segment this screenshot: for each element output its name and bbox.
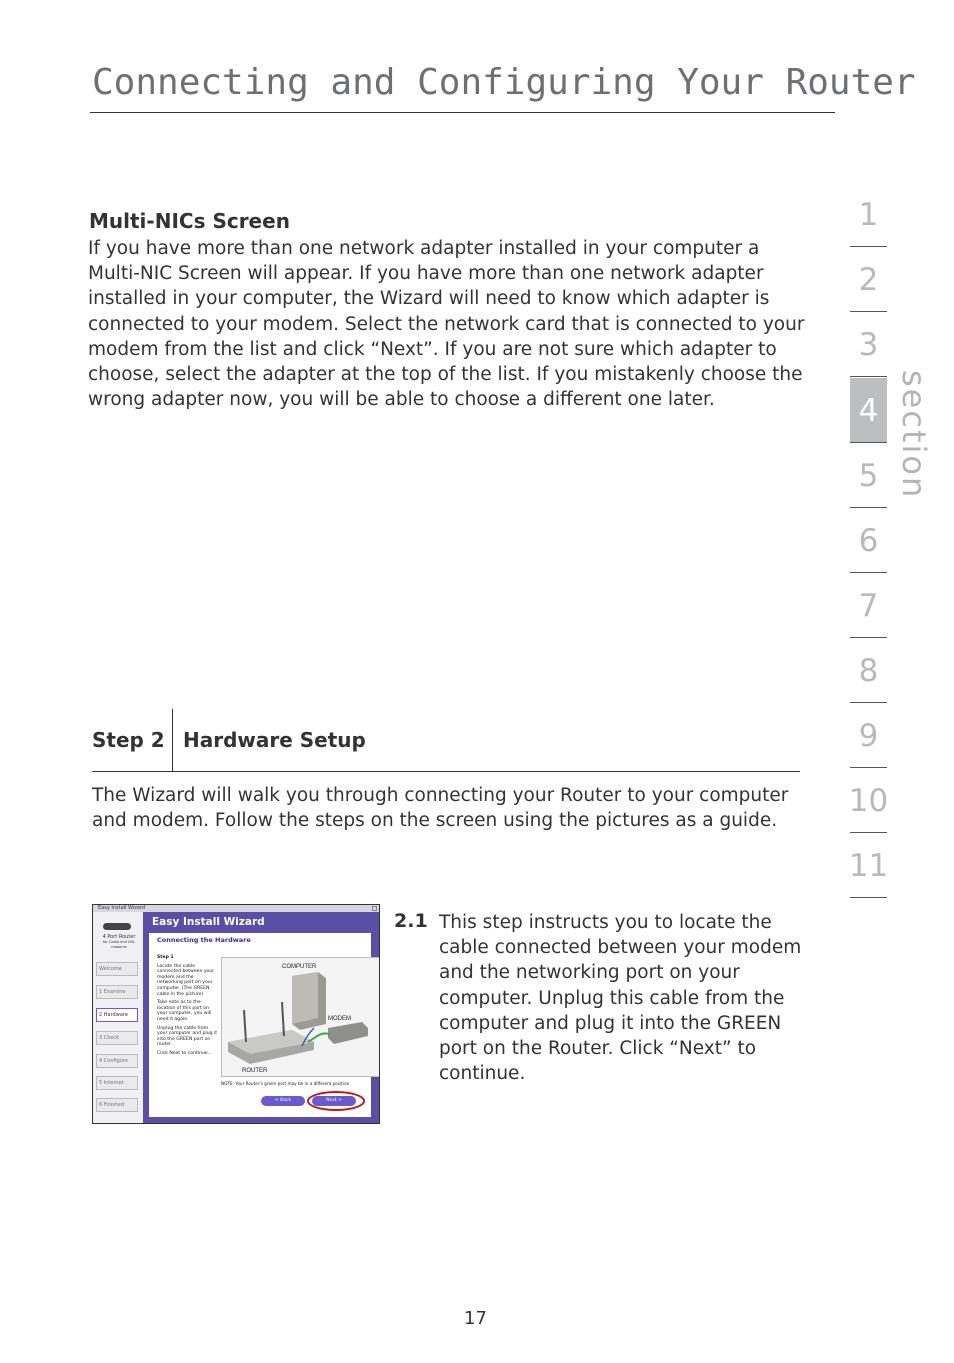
wizard-nav-check: 3 Check: [96, 1031, 138, 1045]
step-label: Step 2: [92, 728, 165, 752]
section-nav-item-2[interactable]: 2: [850, 247, 887, 312]
close-icon: [372, 906, 377, 911]
wizard-step-label: Step 1: [157, 955, 174, 960]
wizard-model-sub: for Cable and DSL modems: [102, 940, 136, 949]
step-divider: [172, 709, 173, 771]
title-rule: [90, 112, 835, 113]
section-nav-item-10[interactable]: 10: [850, 768, 887, 833]
next-button-highlight: [307, 1091, 365, 1111]
section-nav: [850, 182, 887, 898]
section-nav-item-7[interactable]: 7: [850, 573, 887, 638]
wizard-sidebar: [93, 912, 143, 1123]
wizard-header: Easy Install Wizard: [152, 916, 265, 928]
wizard-model-name: 4 Port Router: [102, 934, 136, 940]
wizard-window-title: Easy Install Wizard: [93, 905, 379, 912]
wizard-nav-finished: 6 Finished: [96, 1098, 138, 1112]
hardware-illustration: [222, 958, 380, 1076]
substep-number: 2.1: [394, 910, 428, 932]
step-rule: [92, 771, 800, 772]
wizard-nav-welcome: Welcome: [96, 962, 138, 976]
step-paragraph: The Wizard will walk you through connecting your Router to your computer and modem. Follow the steps on the screen using the pictures as a guide.: [92, 785, 789, 832]
section-nav-item-1[interactable]: 1: [850, 182, 887, 247]
wizard-main: [143, 912, 379, 1123]
next-button[interactable]: Next >: [312, 1096, 356, 1106]
back-button[interactable]: < Back: [261, 1096, 305, 1106]
wizard-instr-4: Click Next to continue...: [157, 1050, 212, 1056]
section-nav-item-8[interactable]: 8: [850, 638, 887, 703]
multi-nics-paragraph: If you have more than one network adapter installed in your computer a Multi-NIC Screen will appear. If you have more than one network adapter installed in your computer, the Wizard will need to know which adapter is connected to your modem. Select the network card that is connected to your modem from the list and click “Next”. If you are not sure which adapter to choose, select the adapter at the top of the list. If you mistakenly choose the wrong adapter now, you will be able to choose a different one later.: [88, 238, 805, 411]
wizard-instr-1: Locate the cable connected between your modem and the networking port on your computer. (The GREEN cable in the picture): [157, 963, 215, 997]
belkin-logo: [103, 923, 131, 930]
router-label: ROUTER: [242, 1068, 268, 1074]
section-label: section: [895, 370, 933, 500]
wizard-nav-hardware: 2 Hardware: [96, 1008, 138, 1022]
wizard-screenshot: [92, 904, 380, 1124]
wizard-panel: [149, 933, 371, 1117]
section-nav-item-3[interactable]: 3: [850, 312, 887, 377]
modem-label: MODEM: [328, 1016, 351, 1022]
page-title: Connecting and Configuring Your Router: [92, 62, 916, 103]
wizard-subtitle: Connecting the Hardware: [157, 936, 251, 944]
section-nav-item-9[interactable]: 9: [850, 703, 887, 768]
hardware-photo: [221, 957, 380, 1077]
substep-paragraph: This step instructs you to locate the cable connected between your modem and the networking port on your computer. Unplug this cable from the computer and plug it into the GREEN port on the Router. Click “Next” to continue.: [439, 912, 802, 1085]
wizard-nav-configure: 4 Configure: [96, 1054, 138, 1068]
wizard-instructions: [157, 955, 219, 1057]
wizard-nav-examine: 1 Examine: [96, 985, 138, 999]
wizard-model: [98, 934, 140, 949]
wizard-instr-3: Unplug the cable from your computer and plug it into the GREEN port on router.: [157, 1025, 218, 1048]
page-number: 17: [464, 1308, 487, 1329]
wizard-note: NOTE: Your Router's green port may be in a different position: [221, 1081, 350, 1086]
section-nav-item-5[interactable]: 5: [850, 443, 887, 508]
computer-label: COMPUTER: [282, 964, 317, 970]
wizard-instr-2: Take note as to the location of this port on your computer, you will need it again.: [157, 1000, 212, 1022]
section-nav-item-6[interactable]: 6: [850, 508, 887, 573]
wizard-nav-internet: 5 Internet: [96, 1076, 138, 1090]
multi-nics-heading: Multi-NICs Screen: [89, 209, 290, 233]
section-nav-item-4[interactable]: 4: [850, 378, 887, 443]
section-nav-item-11[interactable]: 11: [850, 833, 887, 898]
step-title: Hardware Setup: [183, 728, 366, 752]
